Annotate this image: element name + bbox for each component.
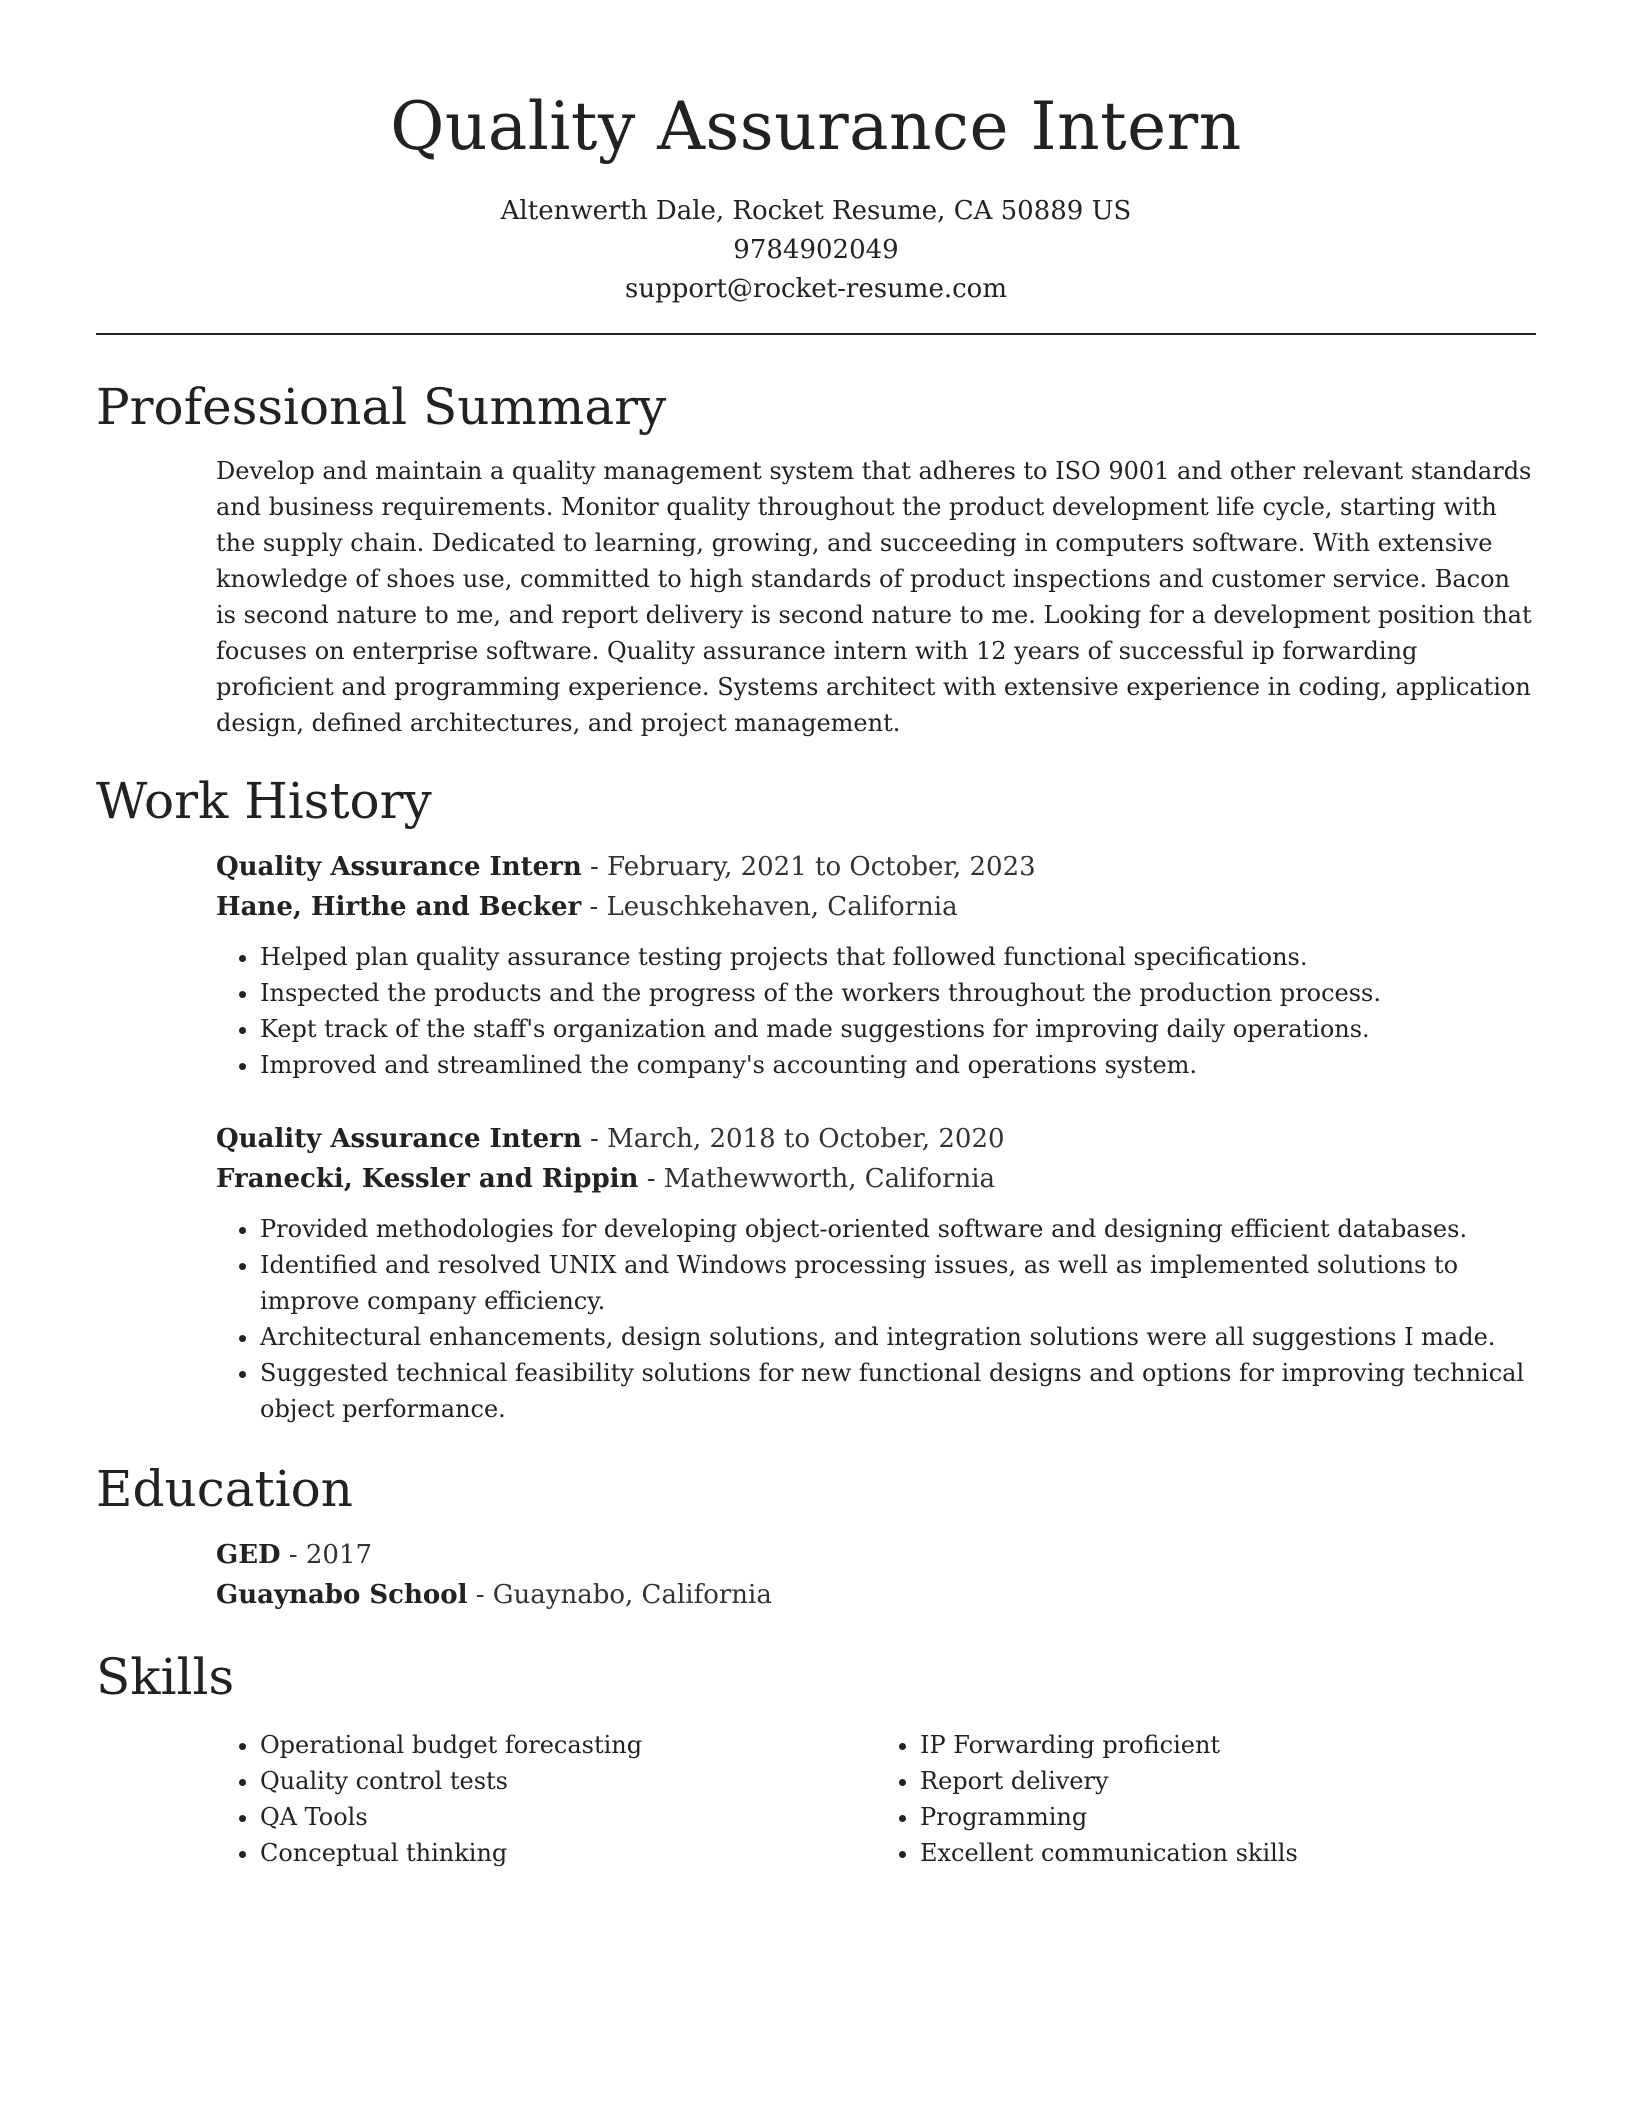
summary-heading: Professional Summary [96,378,667,436]
job-duties-list [216,939,1536,1083]
contact-info [96,192,1536,309]
job-dates: - March, 2018 to October, 2020 [581,1124,1005,1154]
contact-phone: 9784902049 [733,235,899,265]
resume-page [96,0,1536,1871]
summary-section [96,375,1536,741]
candidate-title: Quality Assurance Intern [390,88,1242,165]
education-section [96,1457,1536,1615]
job-company-line [216,887,1536,927]
list-item: • Helped plan quality assurance testing projects that followed functional specifications. [260,939,1536,975]
header-divider [96,333,1536,335]
skills-list-right [876,1727,1536,1871]
job-role: Quality Assurance Intern [216,1124,582,1154]
list-item: • Improved and streamlined the company's accounting and operations system. [260,1047,1536,1083]
list-item: • Programming [920,1799,1536,1835]
work-history-heading: Work History [96,772,432,830]
work-history-section [96,769,1536,1427]
education-location: - Guaynabo, California [467,1580,772,1610]
job-entry [216,1119,1536,1427]
skills-list-left [216,1727,876,1871]
education-degree: GED [216,1540,281,1570]
job-duties-list [216,1211,1536,1427]
education-degree-line [216,1535,1536,1575]
job-location: - Leuschkehaven, California [581,892,958,922]
job-location: - Mathewworth, California [638,1164,996,1194]
list-item: • Kept track of the staff's organization and made suggestions for improving daily operations. [260,1011,1536,1047]
job-company: Franecki, Kessler and Rippin [216,1164,639,1194]
list-item: • Conceptual thinking [260,1835,876,1871]
summary-text: Develop and maintain a quality management system that adheres to ISO 9001 and other relevant standards and business requirements. Monitor quality throughout the product development life cycle, starting with the supply chain. Dedicated to learning, growing, and succeeding in computers software. With extensive knowledge of shoes use, committed to high standards of product inspections and customer service. Bacon is second nature to me, and report delivery is second nature to me. Looking for a development position that focuses on enterprise software. Quality assurance intern with 12 years of successful ip forwarding proficient and programming experience. Systems architect with extensive experience in coding, application design, defined architectures, and project management. [216,457,1532,737]
list-item: • Inspected the products and the progress of the workers throughout the production process. [260,975,1536,1011]
list-item: • Architectural enhancements, design solutions, and integration solutions were all suggestions I made. [260,1319,1536,1355]
job-role: Quality Assurance Intern [216,852,582,882]
contact-address: Altenwerth Dale, Rocket Resume, CA 50889 US [500,196,1132,226]
education-school: Guaynabo School [216,1580,468,1610]
skills-grid [216,1727,1536,1871]
job-company-line [216,1159,1536,1199]
job-dates: - February, 2021 to October, 2023 [581,852,1036,882]
education-school-line [216,1575,1536,1615]
skills-heading: Skills [96,1648,235,1706]
list-item: • Excellent communication skills [920,1835,1536,1871]
skills-section [96,1645,1536,1871]
list-item: • Suggested technical feasibility solutions for new functional designs and options for improving technical object performance. [260,1355,1536,1427]
job-title-line [216,1119,1536,1159]
job-title-line [216,847,1536,887]
list-item: • Quality control tests [260,1763,876,1799]
education-heading: Education [96,1460,353,1518]
list-item: • IP Forwarding proficient [920,1727,1536,1763]
list-item: • QA Tools [260,1799,876,1835]
job-entry [216,847,1536,1083]
education-year: - 2017 [280,1540,373,1570]
resume-header [96,0,1536,309]
job-company: Hane, Hirthe and Becker [216,892,582,922]
contact-email: support@rocket-resume.com [624,274,1007,304]
list-item: • Report delivery [920,1763,1536,1799]
list-item: • Provided methodologies for developing object-oriented software and designing efficient databases. [260,1211,1536,1247]
list-item: • Identified and resolved UNIX and Windows processing issues, as well as implemented solutions to improve company efficiency. [260,1247,1536,1319]
list-item: • Operational budget forecasting [260,1727,876,1763]
